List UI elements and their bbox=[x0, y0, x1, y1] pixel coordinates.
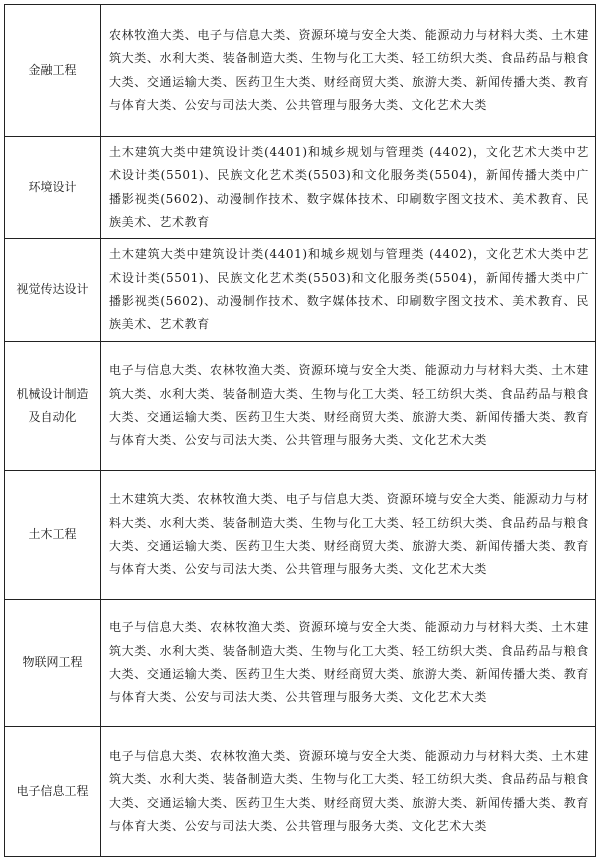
admission-scope-cell: 土木建筑大类、农林牧渔大类、电子与信息大类、资源环境与安全大类、能源动力与材料大类、水利大类、装备制造大类、生物与化工大类、轻工纺织大类、食品药品与粮食大类、交通运输大类、医药卫生大类、财经商贸大类、旅游大类、新闻传播大类、教育与体育大类、公安与司法大类、公共管理与服务大类、文化艺术大类 bbox=[101, 471, 596, 600]
major-name-cell: 金融工程 bbox=[5, 5, 101, 137]
admission-scope-cell: 土木建筑大类中建筑设计类(4401)和城乡规划与管理类 (4402)，文化艺术大类中艺术设计类(5501)、民族文化艺术类(5503)和文化服务类(5504)，新闻传播大类中广播影视类(5602)、动漫制作技术、数字媒体技术、印刷数字图文技术、美术教育、民族美术、艺术教育 bbox=[101, 137, 596, 239]
table-row bbox=[5, 471, 596, 600]
table-row bbox=[5, 342, 596, 471]
major-name-cell: 物联网工程 bbox=[5, 600, 101, 727]
table-row bbox=[5, 239, 596, 342]
table-row bbox=[5, 137, 596, 239]
admission-scope-cell: 电子与信息大类、农林牧渔大类、资源环境与安全大类、能源动力与材料大类、土木建筑大类、水利大类、装备制造大类、生物与化工大类、轻工纺织大类、食品药品与粮食大类、交通运输大类、医药卫生大类、财经商贸大类、旅游大类、新闻传播大类、教育与体育大类、公安与司法大类、公共管理与服务大类、文化艺术大类 bbox=[101, 600, 596, 727]
table-row bbox=[5, 600, 596, 727]
admission-scope-cell: 电子与信息大类、农林牧渔大类、资源环境与安全大类、能源动力与材料大类、土木建筑大类、水利大类、装备制造大类、生物与化工大类、轻工纺织大类、食品药品与粮食大类、交通运输大类、医药卫生大类、财经商贸大类、旅游大类、新闻传播大类、教育与体育大类、公安与司法大类、公共管理与服务大类、文化艺术大类 bbox=[101, 342, 596, 471]
admission-scope-cell: 土木建筑大类中建筑设计类(4401)和城乡规划与管理类 (4402)，文化艺术大类中艺术设计类(5501)、民族文化艺术类(5503)和文化服务类(5504)，新闻传播大类中广播影视类(5602)、动漫制作技术、数字媒体技术、印刷数字图文技术、美术教育、民族美术、艺术教育 bbox=[101, 239, 596, 342]
admission-scope-cell: 电子与信息大类、农林牧渔大类、资源环境与安全大类、能源动力与材料大类、土木建筑大类、水利大类、装备制造大类、生物与化工大类、轻工纺织大类、食品药品与粮食大类、交通运输大类、医药卫生大类、财经商贸大类、旅游大类、新闻传播大类、教育与体育大类、公安与司法大类、公共管理与服务大类、文化艺术大类 bbox=[101, 727, 596, 857]
table-row bbox=[5, 5, 596, 137]
major-table bbox=[4, 4, 596, 857]
major-name-cell: 视觉传达设计 bbox=[5, 239, 101, 342]
major-name-cell: 电子信息工程 bbox=[5, 727, 101, 857]
admission-scope-cell: 农林牧渔大类、电子与信息大类、资源环境与安全大类、能源动力与材料大类、土木建筑大类、水利大类、装备制造大类、生物与化工大类、轻工纺织大类、食品药品与粮食大类、交通运输大类、医药卫生大类、财经商贸大类、旅游大类、新闻传播大类、教育与体育大类、公安与司法大类、公共管理与服务大类、文化艺术大类 bbox=[101, 5, 596, 137]
major-name-cell: 环境设计 bbox=[5, 137, 101, 239]
major-name-cell: 土木工程 bbox=[5, 471, 101, 600]
major-name-cell: 机械设计制造及自动化 bbox=[5, 342, 101, 471]
table-row bbox=[5, 727, 596, 857]
